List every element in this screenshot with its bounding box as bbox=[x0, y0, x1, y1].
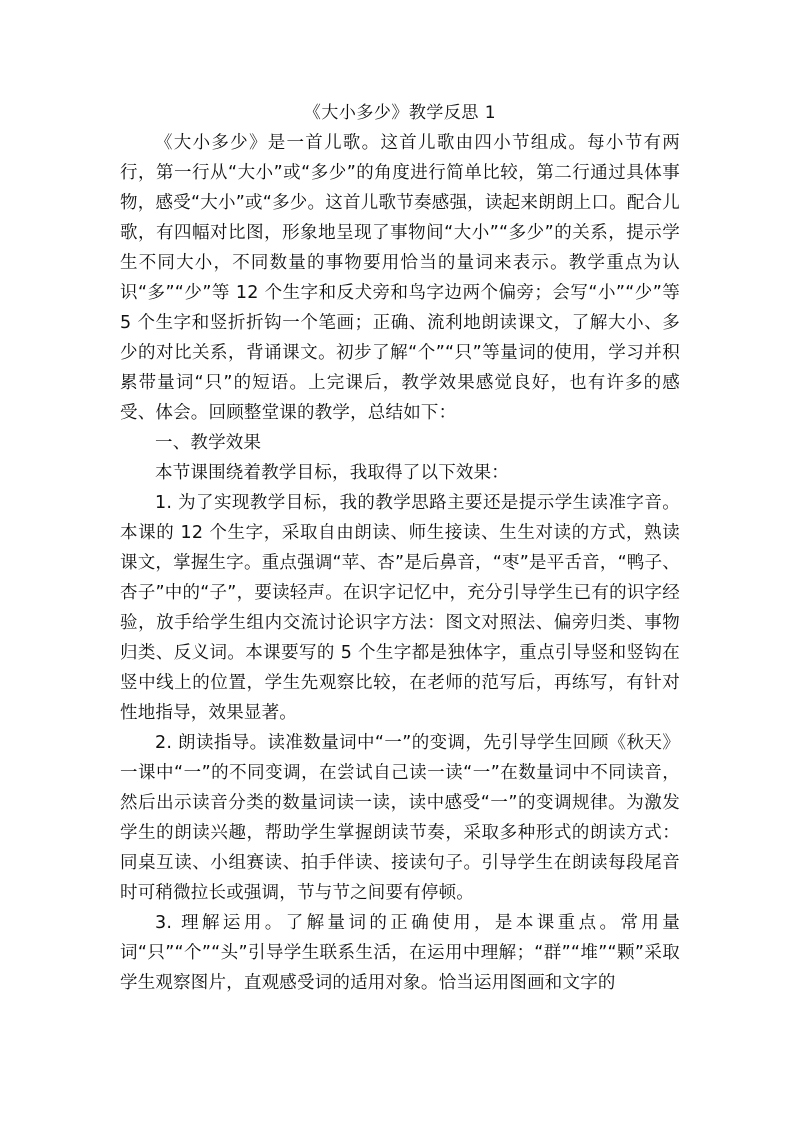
paragraph-effect-summary: 本节课围绕着教学目标，我取得了以下效果： bbox=[155, 463, 509, 483]
paragraph-intro: 《大小多少》是一首儿歌。这首儿歌由四小节组成。每小节有两行，第一行从“大小”或“多少”的角度进行简单比较，第二行通过具体事物，感受“大小”或“多少。这首儿歌节奏感强，读起来朗朗上口。配合儿歌，有四幅对比图，形象地呈现了事物间“大小”“多少”的关系，提示学生不同大小，不同数量的事物要用恰当的量词来表示。教学重点为认识“多”“少”等 12 个生字和反犬旁和鸟字边两个偏旁；会写“小”“少”等 5 个生字和竖折折钩一个笔画；正确、流利地朗读课文，了解大小、多少的对比关系，背诵课文。初步了解“个”“只”等量词的使用，学习并积累带量词“只”的短语。上完课后，教学效果感觉良好，也有许多的感受、体会。回顾整堂课的教学，总结如下： bbox=[120, 133, 680, 423]
section-heading-teaching-effect: 一、教学效果 bbox=[155, 433, 262, 453]
document-page bbox=[120, 98, 680, 998]
paragraph-point-2: 2. 朗读指导。读准数量词中“一”的变调，先引导学生回顾《秋天》一课中“一”的不同变调，在尝试自己读一读“一”在数量词中不同读音，然后出示读音分类的数量词读一读，读中感受“一”的变调规律。为激发学生的朗读兴趣，帮助学生掌握朗读节奏，采取多种形式的朗读方式：同桌互读、小组赛读、拍手伴读、接读句子。引导学生在朗读每段尾音时可稍微拉长或强调，节与节之间要有停顿。 bbox=[120, 733, 680, 903]
paragraph-point-3: 3. 理解运用。了解量词的正确使用，是本课重点。常用量词“只”“个”“头”引导学生联系生活，在运用中理解；“群”“堆”“颗”采取学生观察图片，直观感受词的适用对象。恰当运用图画和文字的 bbox=[120, 913, 680, 993]
document-title: 《大小多少》教学反思 1 bbox=[303, 103, 497, 123]
paragraph-point-1: 1. 为了实现教学目标，我的教学思路主要还是提示学生读准字音。本课的 12 个生字，采取自由朗读、师生接读、生生对读的方式，熟读课文，掌握生字。重点强调“苹、杏”是后鼻音，“枣”是平舌音，“鸭子、杏子”中的“子”，要读轻声。在识字记忆中，充分引导学生已有的识字经验，放手给学生组内交流讨论识字方法：图文对照法、偏旁归类、事物归类、反义词。本课要写的 5 个生字都是独体字，重点引导竖和竖钩在竖中线上的位置，学生先观察比较，在老师的范写后，再练写，有针对性地指导，效果显著。 bbox=[120, 493, 680, 723]
